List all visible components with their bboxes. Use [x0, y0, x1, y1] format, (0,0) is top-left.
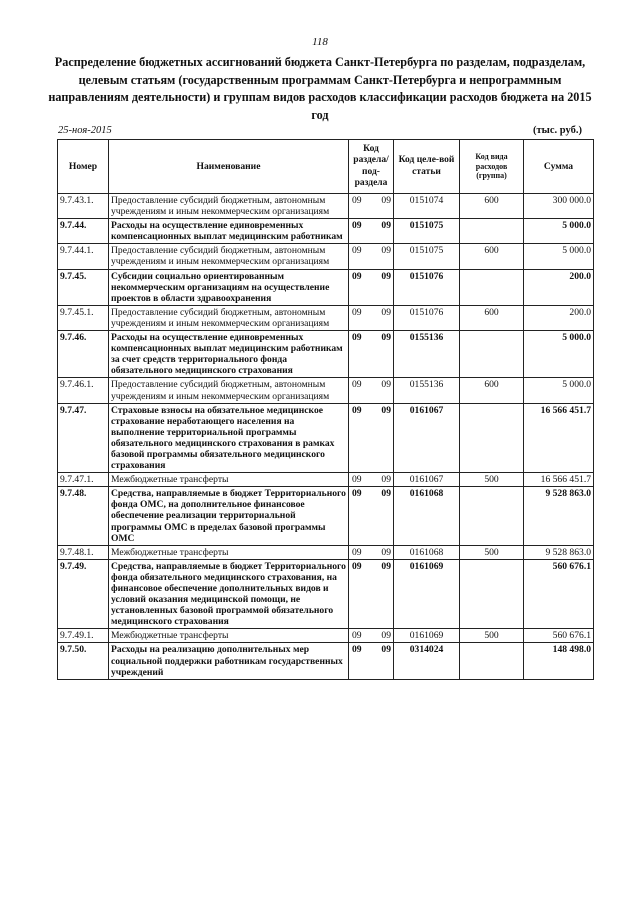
row-name: Расходы на осуществление единовременных компенсационных выплат медицинским работникам: [109, 219, 349, 244]
row-section-code: 09: [349, 403, 372, 473]
row-subsection-code: 09: [372, 378, 394, 403]
row-number: 9.7.48.: [58, 487, 109, 545]
row-article-code: 0155136: [394, 331, 460, 378]
row-sum: 5 000.0: [524, 244, 594, 269]
row-group-code: 600: [460, 378, 524, 403]
row-name: Расходы на осуществление единовременных компенсационных выплат медицинским работникам за счет средств территориального фонда обязательного медицинского страхования: [109, 331, 349, 378]
row-group-code: [460, 643, 524, 679]
row-article-code: 0151074: [394, 194, 460, 219]
row-sum: 148 498.0: [524, 643, 594, 679]
row-article-code: 0161069: [394, 559, 460, 629]
row-section-code: 09: [349, 219, 372, 244]
table-row: [58, 269, 594, 305]
row-article-code: 0161067: [394, 403, 460, 473]
row-group-code: [460, 219, 524, 244]
row-article-code: 0314024: [394, 643, 460, 679]
row-group-code: 500: [460, 545, 524, 559]
row-subsection-code: 09: [372, 643, 394, 679]
row-name: Субсидии социально ориентированным некоммерческим организациям на осуществление проектов в области здравоохранения: [109, 269, 349, 305]
row-number: 9.7.48.1.: [58, 545, 109, 559]
row-article-code: 0161069: [394, 629, 460, 643]
row-name: Расходы на реализацию дополнительных мер социальной поддержки работникам государственных учреждений: [109, 643, 349, 679]
table-row: [58, 643, 594, 679]
row-subsection-code: 09: [372, 305, 394, 330]
row-article-code: 0155136: [394, 378, 460, 403]
row-sum: 5 000.0: [524, 331, 594, 378]
row-name: Предоставление субсидий бюджетным, автономным учреждениям и иным некоммерческим организациям: [109, 378, 349, 403]
row-section-code: 09: [349, 305, 372, 330]
row-name: Межбюджетные трансферты: [109, 473, 349, 487]
row-group-code: 500: [460, 473, 524, 487]
row-subsection-code: 09: [372, 473, 394, 487]
row-article-code: 0151076: [394, 269, 460, 305]
row-section-code: 09: [349, 643, 372, 679]
row-name: Предоставление субсидий бюджетным, автономным учреждениям и иным некоммерческим организациям: [109, 244, 349, 269]
row-section-code: 09: [349, 559, 372, 629]
header-group-code: Код вида расходов (группа): [460, 140, 524, 194]
row-sum: 16 566 451.7: [524, 403, 594, 473]
row-group-code: 600: [460, 305, 524, 330]
table-header-row: [58, 140, 594, 194]
row-number: 9.7.46.1.: [58, 378, 109, 403]
row-number: 9.7.47.1.: [58, 473, 109, 487]
row-number: 9.7.44.1.: [58, 244, 109, 269]
row-subsection-code: 09: [372, 545, 394, 559]
row-group-code: 600: [460, 244, 524, 269]
table-row: [58, 403, 594, 473]
row-group-code: 600: [460, 194, 524, 219]
row-group-code: [460, 403, 524, 473]
row-subsection-code: 09: [372, 559, 394, 629]
row-section-code: 09: [349, 378, 372, 403]
row-number: 9.7.44.: [58, 219, 109, 244]
row-number: 9.7.45.1.: [58, 305, 109, 330]
table-row: [58, 559, 594, 629]
row-number: 9.7.47.: [58, 403, 109, 473]
row-section-code: 09: [349, 244, 372, 269]
table-row: [58, 219, 594, 244]
table-row: [58, 545, 594, 559]
row-section-code: 09: [349, 629, 372, 643]
row-article-code: 0161067: [394, 473, 460, 487]
header-name: Наименование: [109, 140, 349, 194]
row-group-code: [460, 487, 524, 545]
table-row: [58, 629, 594, 643]
table-row: [58, 244, 594, 269]
row-subsection-code: 09: [372, 269, 394, 305]
row-section-code: 09: [349, 194, 372, 219]
row-subsection-code: 09: [372, 629, 394, 643]
row-name: Межбюджетные трансферты: [109, 629, 349, 643]
row-section-code: 09: [349, 487, 372, 545]
row-section-code: 09: [349, 473, 372, 487]
header-section-code: Код раздела/ под-раздела: [349, 140, 394, 194]
row-article-code: 0161068: [394, 545, 460, 559]
row-name: Средства, направляемые в бюджет Территориального фонда обязательного медицинского страхования, на финансовое обеспечение дополнительных видов и условий оказания медицинской помощи, не установленных базовой программой обязательного медицинского страхования: [109, 559, 349, 629]
row-name: Средства, направляемые в бюджет Территориального фонда ОМС, на дополнительное финансовое обеспечение реализации территориальной программы ОМС в пределах базовой программы ОМС: [109, 487, 349, 545]
row-sum: 200.0: [524, 269, 594, 305]
table-row: [58, 487, 594, 545]
row-article-code: 0151076: [394, 305, 460, 330]
row-article-code: 0151075: [394, 244, 460, 269]
row-name: Межбюджетные трансферты: [109, 545, 349, 559]
row-subsection-code: 09: [372, 331, 394, 378]
row-group-code: [460, 269, 524, 305]
row-section-code: 09: [349, 269, 372, 305]
row-number: 9.7.50.: [58, 643, 109, 679]
row-subsection-code: 09: [372, 194, 394, 219]
row-sum: 16 566 451.7: [524, 473, 594, 487]
row-number: 9.7.43.1.: [58, 194, 109, 219]
row-sum: 300 000.0: [524, 194, 594, 219]
row-sum: 5 000.0: [524, 378, 594, 403]
row-name: Предоставление субсидий бюджетным, автономным учреждениям и иным некоммерческим организациям: [109, 305, 349, 330]
row-sum: 9 528 863.0: [524, 487, 594, 545]
row-subsection-code: 09: [372, 244, 394, 269]
row-subsection-code: 09: [372, 487, 394, 545]
table-row: [58, 305, 594, 330]
row-number: 9.7.46.: [58, 331, 109, 378]
page-number: 118: [312, 36, 328, 48]
row-sum: 560 676.1: [524, 629, 594, 643]
header-number: Номер: [58, 140, 109, 194]
row-name: Страховые взносы на обязательное медицинское страхование неработающего населения на выполнение территориальной программы обязательного медицинского страхования в рамках базовой программы обязательного медицинского страхования: [109, 403, 349, 473]
row-section-code: 09: [349, 545, 372, 559]
header-sum: Сумма: [524, 140, 594, 194]
row-group-code: 500: [460, 629, 524, 643]
row-name: Предоставление субсидий бюджетным, автономным учреждениям и иным некоммерческим организациям: [109, 194, 349, 219]
row-number: 9.7.45.: [58, 269, 109, 305]
row-number: 9.7.49.: [58, 559, 109, 629]
row-article-code: 0151075: [394, 219, 460, 244]
document-date: 25-ноя-2015: [58, 125, 112, 136]
budget-table: [57, 139, 594, 680]
row-group-code: [460, 559, 524, 629]
table-row: [58, 378, 594, 403]
table-row: [58, 331, 594, 378]
row-sum: 200.0: [524, 305, 594, 330]
row-sum: 9 528 863.0: [524, 545, 594, 559]
row-group-code: [460, 331, 524, 378]
table-row: [58, 194, 594, 219]
row-sum: 5 000.0: [524, 219, 594, 244]
row-sum: 560 676.1: [524, 559, 594, 629]
table-body: [58, 194, 594, 680]
units-label: (тыс. руб.): [533, 125, 582, 136]
table-row: [58, 473, 594, 487]
row-article-code: 0161068: [394, 487, 460, 545]
row-subsection-code: 09: [372, 219, 394, 244]
row-number: 9.7.49.1.: [58, 629, 109, 643]
document-title: Распределение бюджетных ассигнований бюджета Санкт-Петербурга по разделам, подразделам, целевым статьям (государственным программам Санкт-Петербурга и непрограммным направлениям деятельности) и группам видов расходов классификации расходов бюджета на 2015 год: [48, 55, 592, 122]
row-section-code: 09: [349, 331, 372, 378]
header-article-code: Код целе-вой статьи: [394, 140, 460, 194]
row-subsection-code: 09: [372, 403, 394, 473]
